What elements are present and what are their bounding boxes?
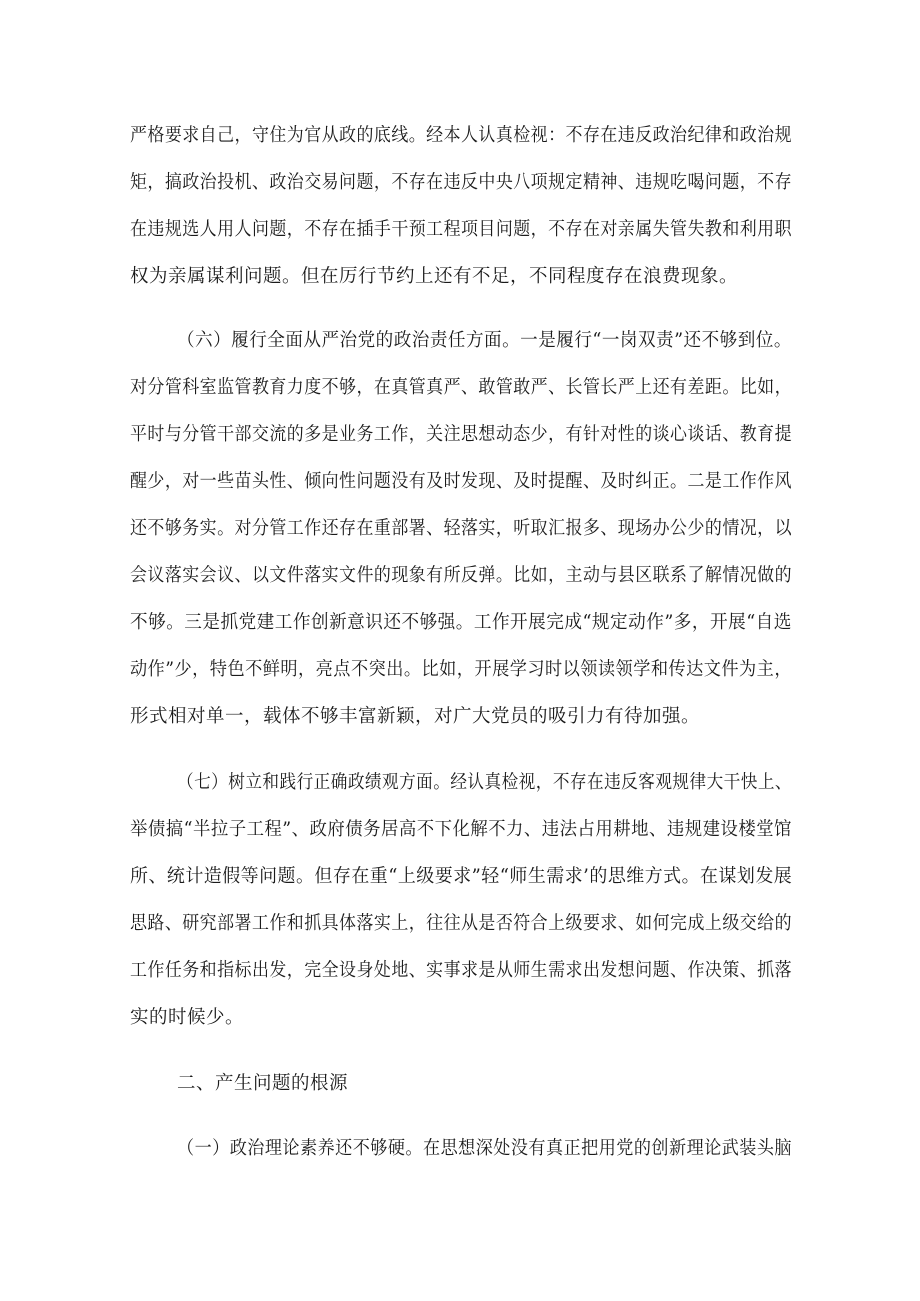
text-line: 工作任务和指标出发，完全设身处地、实事求是从师生需求出发想问题、作决策、抓落 [130, 960, 793, 981]
text-line: 思路、研究部署工作和抓具体落实上，往往从是否符合上级要求、如何完成上级交给的 [130, 913, 793, 934]
text-line: 对分管科室监管教育力度不够，在真管真严、敢管敢严、长管长严上还有差距。比如， [130, 377, 793, 398]
text-line: （一）政治理论素养还不够硬。在思想深处没有真正把用党的创新理论武装头脑 [177, 1138, 793, 1159]
text-line: 动作”少，特色不鲜明，亮点不突出。比如，开展学习时以领读领学和传达文件为主， [130, 659, 792, 680]
text-line: 会议落实会议、以文件落实文件的现象有所反弹。比如，主动与县区联系了解情况做的 [130, 565, 793, 586]
text-line: 实的时候少。 [130, 1007, 245, 1028]
text-line: 还不够务实。对分管工作还存在重部署、轻落实，听取汇报多、现场办公少的情况，以 [130, 518, 793, 539]
text-line: （七）树立和践行正确政绩观方面。经认真检视，不存在违反客观规律大干快上、 [177, 772, 793, 793]
text-line: 形式相对单一，载体不够丰富新颖，对广大党员的吸引力有待加强。 [130, 706, 701, 727]
text-line: 平时与分管干部交流的多是业务工作，关注思想动态少，有针对性的谈心谈话、教育提 [130, 424, 793, 445]
text-line: 在违规选人用人问题，不存在插手干预工程项目问题，不存在对亲属失管失教和利用职 [130, 219, 793, 240]
text-line: 权为亲属谋利问题。但在厉行节约上还有不足，不同程度存在浪费现象。 [130, 266, 739, 287]
text-line: 醒少，对一些苗头性、倾向性问题没有及时发现、及时提醒、及时纠正。二是工作作风 [130, 471, 793, 492]
text-line: 矩，搞政治投机、政治交易问题，不存在违反中央八项规定精神、违规吃喝问题，不存 [130, 172, 793, 193]
heading-text: 二、产生问题的根源 [177, 1073, 349, 1094]
text-line: 举债搞“半拉子工程”、政府债务居高不下化解不力、违法占用耕地、违规建设楼堂馆 [130, 819, 792, 840]
text-line: （六）履行全面从严治党的政治责任方面。一是履行“一岗双责”还不够到位。 [177, 330, 792, 351]
text-line: 不够。三是抓党建工作创新意识还不够强。工作开展完成“规定动作”多，开展“自选 [130, 612, 792, 633]
text-line: 严格要求自己，守住为官从政的底线。经本人认真检视：不存在违反政治纪律和政治规 [130, 125, 793, 146]
text-line: 所、统计造假等问题。但存在重“上级要求”轻“师生需求’的思维方式。在谋划发展 [130, 866, 793, 887]
